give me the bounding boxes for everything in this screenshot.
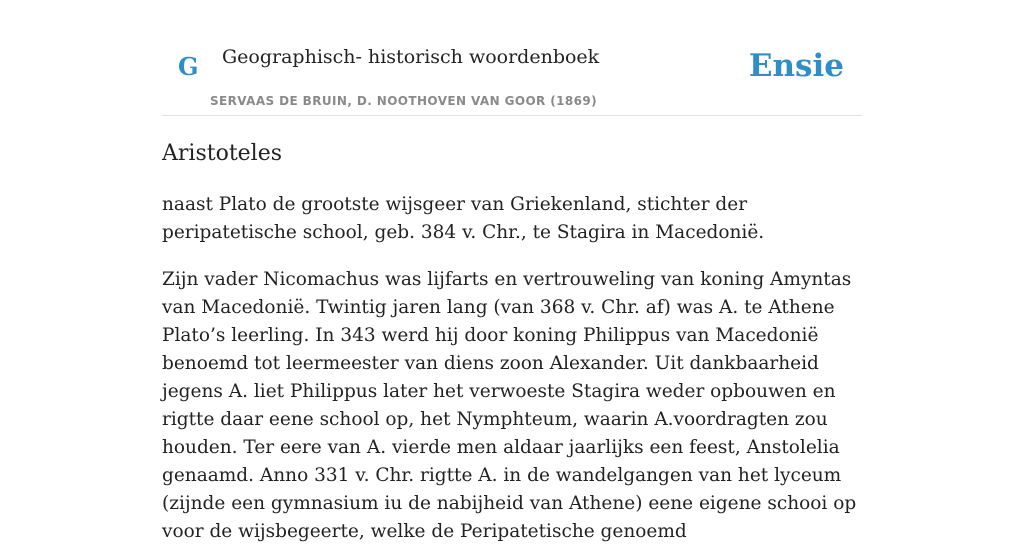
entry-paragraph: naast Plato de grootste wijsgeer van Griekenland, stichter der peripatetische school, geb. 384 v. Chr., te Stagira in Macedonië. (162, 194, 765, 244)
book-title[interactable]: Geographisch- historisch woordenboek (222, 46, 600, 68)
page-content (162, 0, 862, 546)
entry-paragraph: Zijn vader Nicomachus was lijfarts en vertrouweling van koning Amyntas van Macedonië. Twintig jaren lang (van 368 v. Chr. af) was A. te Athene Plato’s leerling. In 343 werd hij door koning Philippus van Macedonië benoemd tot leermeester van diens zoon Alexander. Uit dankbaarheid jegens A. liet Philippus later het verwoeste Stagira weder opbouwen en rigtte daar eene school op, het Nymphteum, waarin A.voordragten zou houden. Ter eere van A. vierde men aldaar jaarlijks een feest, Anstolelia genaamd. Anno 331 v. Chr. rigtte A. in de wandelgangen van het lyceum (zijnde een gymnasium iu de nabijheid van Athene) eene eigene schooi op voor de wijsbegeerte, welke de Peripatetische genoemd (162, 269, 857, 543)
ensie-logo[interactable]: Ensie (748, 48, 844, 84)
book-header (162, 0, 862, 116)
book-logo[interactable]: G (178, 52, 199, 81)
entry-title: Aristoteles (162, 141, 283, 166)
book-authors: SERVAAS DE BRUIN, D. NOOTHOVEN VAN GOOR (1869) (210, 94, 598, 108)
